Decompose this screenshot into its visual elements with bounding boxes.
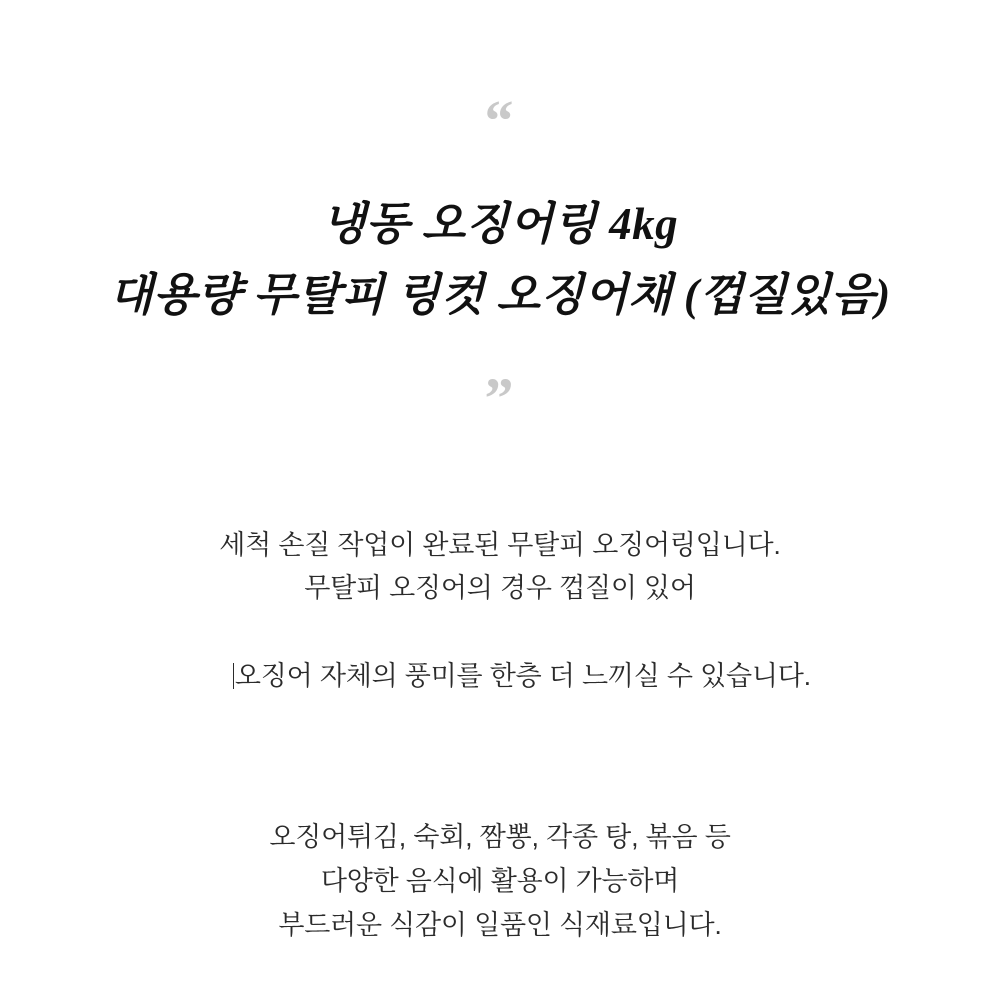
description-paragraph-1 (189, 524, 811, 743)
description-line: 무탈피 오징어의 경우 껍질이 있어 (304, 573, 696, 604)
description-line: 오징어 자체의 풍미를 한층 더 느끼실 수 있습니다. (234, 660, 811, 691)
description-line: 다양한 음식에 활용이 가능하며 (320, 865, 680, 896)
description-paragraph-2 (269, 816, 730, 947)
description-line-with-caret (189, 611, 811, 742)
text-caret (233, 663, 234, 689)
description-line: 오징어튀김, 숙회, 짬뽕, 각종 탕, 볶음 등 (269, 822, 731, 853)
quote-close-icon: ” (484, 365, 516, 431)
description-line: 부드러운 식감이 일품인 식재료입니다. (278, 909, 722, 940)
title-line-2: 대용량 무탈피 링컷 오징어채 (껍질있음) (109, 269, 891, 320)
page-title (109, 194, 891, 326)
title-line-1: 냉동 오징어링 4kg (321, 199, 679, 249)
description-line: 세척 손질 작업이 완료된 무탈피 오징어링입니다. (219, 529, 781, 560)
quote-open-icon: “ (484, 88, 516, 153)
